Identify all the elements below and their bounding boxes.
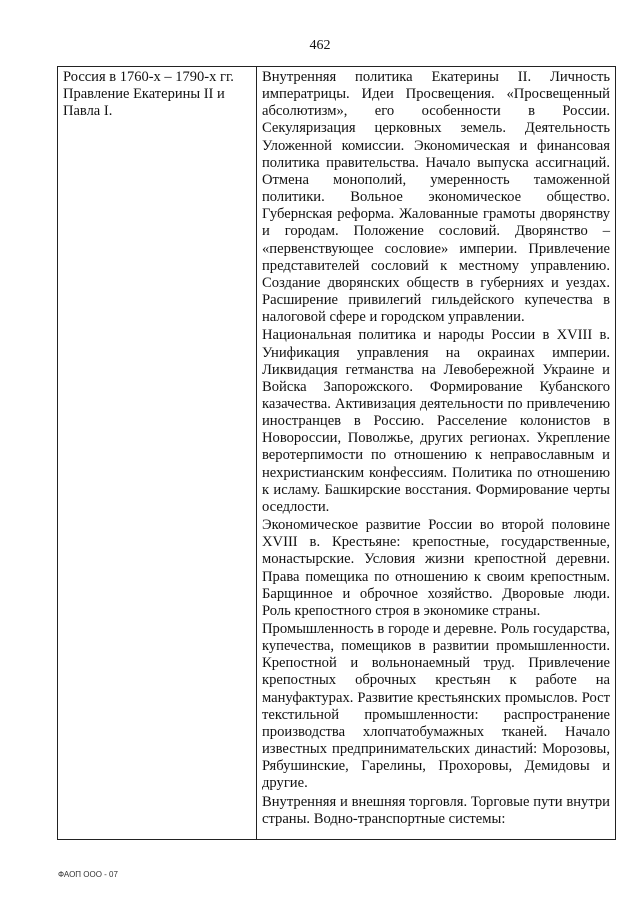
table-row — [58, 67, 616, 840]
page-number: 462 — [309, 38, 331, 53]
content-cell — [257, 67, 616, 840]
content-paragraph-national-policy: Национальная политика и народы России в XVIII в. Унификация управления на окраинах империи. Ликвидация гетманства на Левобережной Украине и Войска Запорожского. Формирование Кубанского казачества. Активизация деятельности по привлечению иностранцев в Россию. Расселение колонистов в Новороссии, Поволжье, других регионах. Укрепление веротерпимости по отношению к неправославным и нехристианским конфессиям. Политика по отношению к исламу. Башкирские восстания. Формирование черты оседлости. — [262, 327, 610, 515]
content-paragraph-economy: Экономическое развитие России во второй половине XVIII в. Крестьяне: крепостные, государственные, монастырские. Условия жизни крепостной деревни. Права помещика по отношению к своим крепостным. Барщинное и оброчное хозяйство. Дворовые люди. Роль крепостного строя в экономике страны. — [262, 517, 610, 619]
content-paragraph-politics: Внутренняя политика Екатерины II. Личность императрицы. Идеи Просвещения. «Просвещенный абсолютизм», его особенности в России. Секуляризация церковных земель. Деятельность Уложенной комиссии. Экономическая и финансовая политика правительства. Начало выпуска ассигнаций. Отмена монополий, умеренность таможенной политики. Вольное экономическое общество. Губернская реформа. Жалованные грамоты дворянству и городам. Положение сословий. Дворянство – «первенствующее сословие» империи. Привлечение представителей сословий к местному управлению. Создание дворянских обществ в губерниях и уездах. Расширение привилегий гильдейского купечества в налоговой сфере и городском управлении. — [262, 69, 610, 326]
content-paragraph-industry: Промышленность в городе и деревне. Роль государства, купечества, помещиков в развитии промышленности. Крепостной и вольнонаемный труд. Привлечение крепостных оброчных крестьян к работе на мануфактурах. Развитие крестьянских промыслов. Рост текстильной промышленности: распространение производства хлопчатобумажных тканей. Начало известных предпринимательских династий: Морозовы, Рябушинские, Гарелины, Прохоровы, Демидовы и другие. — [262, 621, 610, 792]
topic-cell: Россия в 1760-х – 1790-х гг. Правление Екатерины II и Павла I. — [58, 67, 257, 840]
footer-code: ФАОП ООО - 07 — [58, 870, 118, 879]
content-paragraph-trade: Внутренняя и внешняя торговля. Торговые пути внутри страны. Водно-транспортные системы: — [262, 793, 610, 827]
syllabus-table — [57, 66, 616, 840]
